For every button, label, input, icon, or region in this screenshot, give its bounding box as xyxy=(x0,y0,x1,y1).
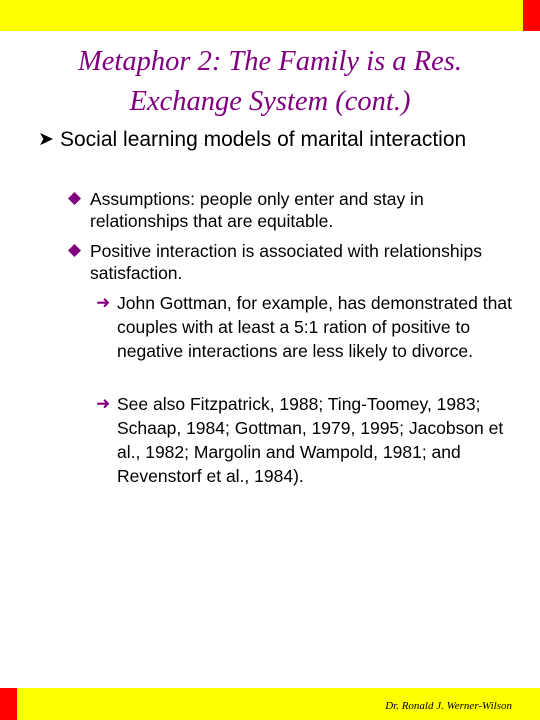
bullet-level3-text: See also Fitzpatrick, 1988; Ting-Toomey, 1983; Schaap, 1984; Gottman, 1979, 1995; Jacobson et al., 1982; Margolin and Wampold, 1981; and Revenstorf et al., 1984). xyxy=(117,394,504,486)
bullet-level2-positive xyxy=(68,240,508,284)
bullet-level3-see-also xyxy=(96,392,516,488)
slide-title: Metaphor 2: The Family is a Res. Exchange System (cont.) xyxy=(78,46,462,117)
bullet-level3-text: John Gottman, for example, has demonstrated that couples with at least a 5:1 ration of positive to negative interactions are less likely to divorce. xyxy=(117,293,512,361)
diamond-bullet-icon xyxy=(68,244,81,257)
right-arrow-bullet-icon: ➜ xyxy=(96,394,111,413)
footer-author: Dr. Ronald J. Werner-Wilson xyxy=(385,700,512,712)
bullet-level1 xyxy=(38,127,508,153)
top-accent-block xyxy=(523,0,540,31)
right-arrow-bullet-icon: ➜ xyxy=(96,293,111,312)
arrowhead-bullet-icon: ➤ xyxy=(38,129,54,150)
bullet-level2-text: Positive interaction is associated with relationships satisfaction. xyxy=(90,241,482,283)
diamond-bullet-icon xyxy=(68,192,81,205)
top-bar xyxy=(0,0,540,31)
bottom-accent-block xyxy=(0,688,17,720)
bullet-level2-assumptions xyxy=(68,188,508,232)
bullet-level2-text: Assumptions: people only enter and stay in relationships that are equitable. xyxy=(90,189,424,231)
bullet-level3-gottman xyxy=(96,291,516,363)
bottom-bar xyxy=(0,688,540,720)
bullet-level1-text: Social learning models of marital interaction xyxy=(60,128,467,151)
